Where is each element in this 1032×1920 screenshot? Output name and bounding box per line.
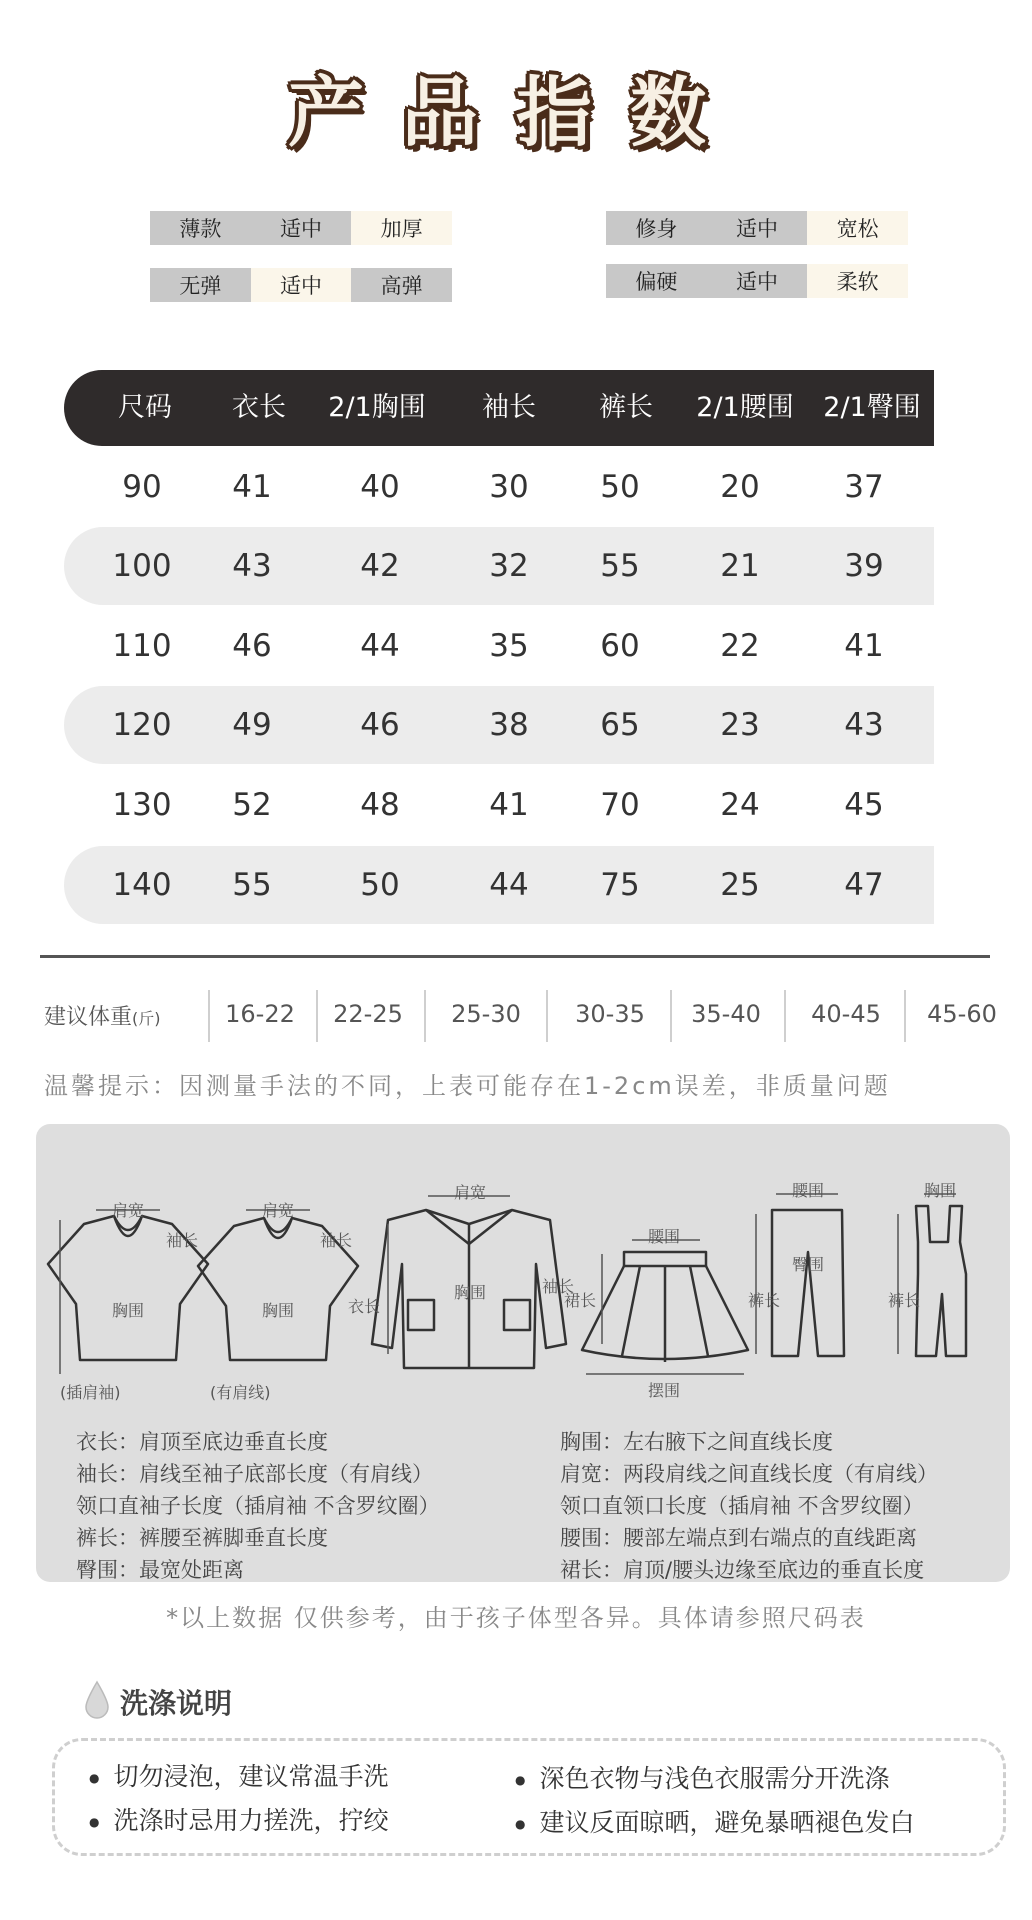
weight-separator (424, 990, 426, 1042)
cell-pants-length: 55 (600, 548, 640, 584)
wash-item: ● 切勿浸泡，建议常温手洗 (89, 1757, 389, 1793)
reference-note: *以上数据 仅供参考，由于孩子体型各异。具体请参照尺码表 (166, 1604, 866, 1632)
definition-line: 肩宽：两段肩线之间直线长度（有肩线） (560, 1462, 938, 1486)
softness-scale (606, 264, 908, 298)
definition-line: 裤长：裤腰至裤脚垂直长度 (76, 1526, 328, 1550)
cell-sleeve: 44 (489, 867, 529, 903)
cell-pants-length: 60 (600, 628, 640, 664)
cell-hip: 45 (844, 787, 884, 823)
label-chest-3: 胸围 (454, 1283, 487, 1302)
cell-waist: 22 (720, 628, 760, 664)
label-chest-1: 胸围 (112, 1301, 145, 1320)
cell-sleeve: 35 (489, 628, 529, 664)
cell-size: 90 (122, 469, 162, 505)
header-length: 衣长 (232, 392, 286, 423)
cell-chest: 42 (360, 548, 400, 584)
weight-label (44, 1000, 161, 1031)
weight-unit: (斤) (132, 1009, 161, 1028)
cell-hip: 47 (844, 867, 884, 903)
weight-separator (670, 990, 672, 1042)
weight-value: 40-45 (811, 1000, 881, 1028)
cell-size: 110 (112, 628, 172, 664)
elasticity-high: 高弹 (380, 274, 423, 298)
cell-sleeve: 32 (489, 548, 529, 584)
cell-waist: 21 (720, 548, 760, 584)
cell-chest: 44 (360, 628, 400, 664)
label-sleeve-1: 袖长 (166, 1231, 199, 1250)
label-skirt-length: 裙长 (564, 1291, 597, 1310)
header-waist: 2/1腰围 (696, 392, 794, 423)
definition-line: 领口直领口长度（插肩袖 不含罗纹圈） (560, 1494, 924, 1518)
cell-size: 120 (112, 707, 172, 743)
fit-scale (606, 211, 908, 245)
weight-value: 35-40 (691, 1000, 761, 1028)
cell-hip: 41 (844, 628, 884, 664)
cell-waist: 24 (720, 787, 760, 823)
cell-pants-length: 75 (600, 867, 640, 903)
softness-soft: 柔软 (807, 264, 908, 298)
cell-pants-length: 50 (600, 469, 640, 505)
label-pants-length-5: 裤长 (748, 1291, 781, 1310)
definition-line: 袖长：肩线至袖子底部长度（有肩线） (76, 1462, 433, 1486)
table-row (64, 846, 934, 924)
definition-line: 衣长：肩顶至底边垂直长度 (76, 1430, 328, 1454)
weight-separator (316, 990, 318, 1042)
pants-drawing (772, 1210, 844, 1356)
definition-line: 领口直袖子长度（插肩袖 不含罗纹圈） (76, 1494, 440, 1518)
cell-length: 41 (232, 469, 272, 505)
caption-shoulder-seam: (有肩线) (210, 1383, 271, 1402)
cell-waist: 20 (720, 469, 760, 505)
garment-illustrations (36, 1124, 1010, 1394)
header-chest: 2/1胸围 (328, 392, 426, 423)
cell-length: 52 (232, 787, 272, 823)
definition-line: 裙长：肩顶/腰头边缘至底边的垂直长度 (560, 1558, 925, 1582)
thickness-thick: 加厚 (351, 211, 452, 245)
weight-value: 22-25 (333, 1000, 403, 1028)
cell-waist: 23 (720, 707, 760, 743)
cell-chest: 50 (360, 867, 400, 903)
cell-chest: 46 (360, 707, 400, 743)
water-drop-icon (84, 1680, 110, 1720)
label-shoulder-1: 肩宽 (112, 1201, 145, 1220)
weight-value: 45-60 (927, 1000, 997, 1028)
weight-label-text: 建议体重 (44, 1005, 133, 1030)
header-size: 尺码 (118, 392, 172, 423)
cell-waist: 25 (720, 867, 760, 903)
header-sleeve: 袖长 (482, 392, 536, 423)
table-row (64, 686, 934, 764)
cell-hip: 43 (844, 707, 884, 743)
cell-hip: 39 (844, 548, 884, 584)
thickness-medium: 适中 (280, 217, 322, 241)
weight-value: 30-35 (575, 1000, 645, 1028)
label-shoulder-3: 肩宽 (454, 1183, 487, 1202)
weight-separator (784, 990, 786, 1042)
skirt-drawing (624, 1252, 706, 1266)
table-row (64, 527, 934, 605)
table-row (64, 766, 934, 844)
cell-length: 43 (232, 548, 272, 584)
weight-separator (208, 990, 210, 1042)
cell-chest: 48 (360, 787, 400, 823)
thickness-thin: 薄款 (179, 217, 222, 241)
cell-sleeve: 41 (489, 787, 529, 823)
cell-chest: 40 (360, 469, 400, 505)
label-waist-5: 腰围 (792, 1181, 825, 1200)
cell-length: 46 (232, 628, 272, 664)
wash-item: ● 深色衣物与浅色衣服需分开洗涤 (515, 1759, 890, 1795)
weight-value: 25-30 (451, 1000, 521, 1028)
measurement-tip: 温馨提示：因测量手法的不同，上表可能存在1-2cm误差，非质量问题 (44, 1072, 891, 1100)
weight-value: 16-22 (225, 1000, 295, 1028)
wash-instructions-box (52, 1738, 1006, 1856)
caption-raglan: (插肩袖) (60, 1383, 121, 1402)
cell-sleeve: 30 (489, 469, 529, 505)
label-sleeve-2: 袖长 (320, 1231, 353, 1250)
label-hip-5: 臀围 (792, 1255, 825, 1274)
elasticity-none: 无弹 (179, 274, 222, 298)
elasticity-scale (150, 268, 452, 302)
cell-length: 55 (232, 867, 272, 903)
cell-pants-length: 70 (600, 787, 640, 823)
overalls-drawing (916, 1206, 966, 1356)
label-pants-length-6: 裤长 (888, 1291, 921, 1310)
fit-loose: 宽松 (807, 211, 908, 245)
softness-hard: 偏硬 (635, 270, 678, 294)
label-hem: 摆围 (648, 1381, 681, 1400)
size-table-header (64, 370, 934, 446)
fit-medium: 适中 (736, 217, 778, 241)
definition-line: 胸围：左右腋下之间直线长度 (560, 1430, 833, 1454)
weight-separator (546, 990, 548, 1042)
header-pants-length: 裤长 (599, 392, 653, 423)
page-title: 产品指数 (288, 68, 744, 157)
cell-size: 100 (112, 548, 172, 584)
label-sleeve-3: 袖长 (542, 1277, 575, 1296)
thickness-scale (150, 211, 452, 245)
cell-pants-length: 65 (600, 707, 640, 743)
label-shoulder-2: 肩宽 (262, 1201, 295, 1220)
label-chest-2: 胸围 (262, 1301, 295, 1320)
softness-medium: 适中 (736, 270, 778, 294)
wash-item: ● 建议反面晾晒，避免暴晒褪色发白 (515, 1803, 915, 1839)
definition-line: 腰围：腰部左端点到右端点的直线距离 (560, 1526, 917, 1550)
label-chest-6: 胸围 (924, 1181, 957, 1200)
label-waist-4: 腰围 (648, 1227, 681, 1246)
cell-hip: 37 (844, 469, 884, 505)
definition-line: 臀围：最宽处距离 (76, 1558, 244, 1582)
measurement-panel (36, 1124, 1010, 1582)
weight-separator (904, 990, 906, 1042)
cell-sleeve: 38 (489, 707, 529, 743)
wash-item: ● 洗涤时忌用力搓洗，拧绞 (89, 1801, 389, 1837)
label-length-3: 衣长 (348, 1297, 381, 1316)
cell-length: 49 (232, 707, 272, 743)
section-divider (40, 955, 990, 958)
table-row (64, 448, 934, 526)
wash-title: 洗涤说明 (120, 1687, 233, 1720)
elasticity-medium: 适中 (251, 268, 352, 302)
header-hip: 2/1臀围 (823, 392, 921, 423)
cell-size: 130 (112, 787, 172, 823)
table-row (64, 607, 934, 685)
fit-slim: 修身 (635, 217, 678, 241)
cell-size: 140 (112, 867, 172, 903)
